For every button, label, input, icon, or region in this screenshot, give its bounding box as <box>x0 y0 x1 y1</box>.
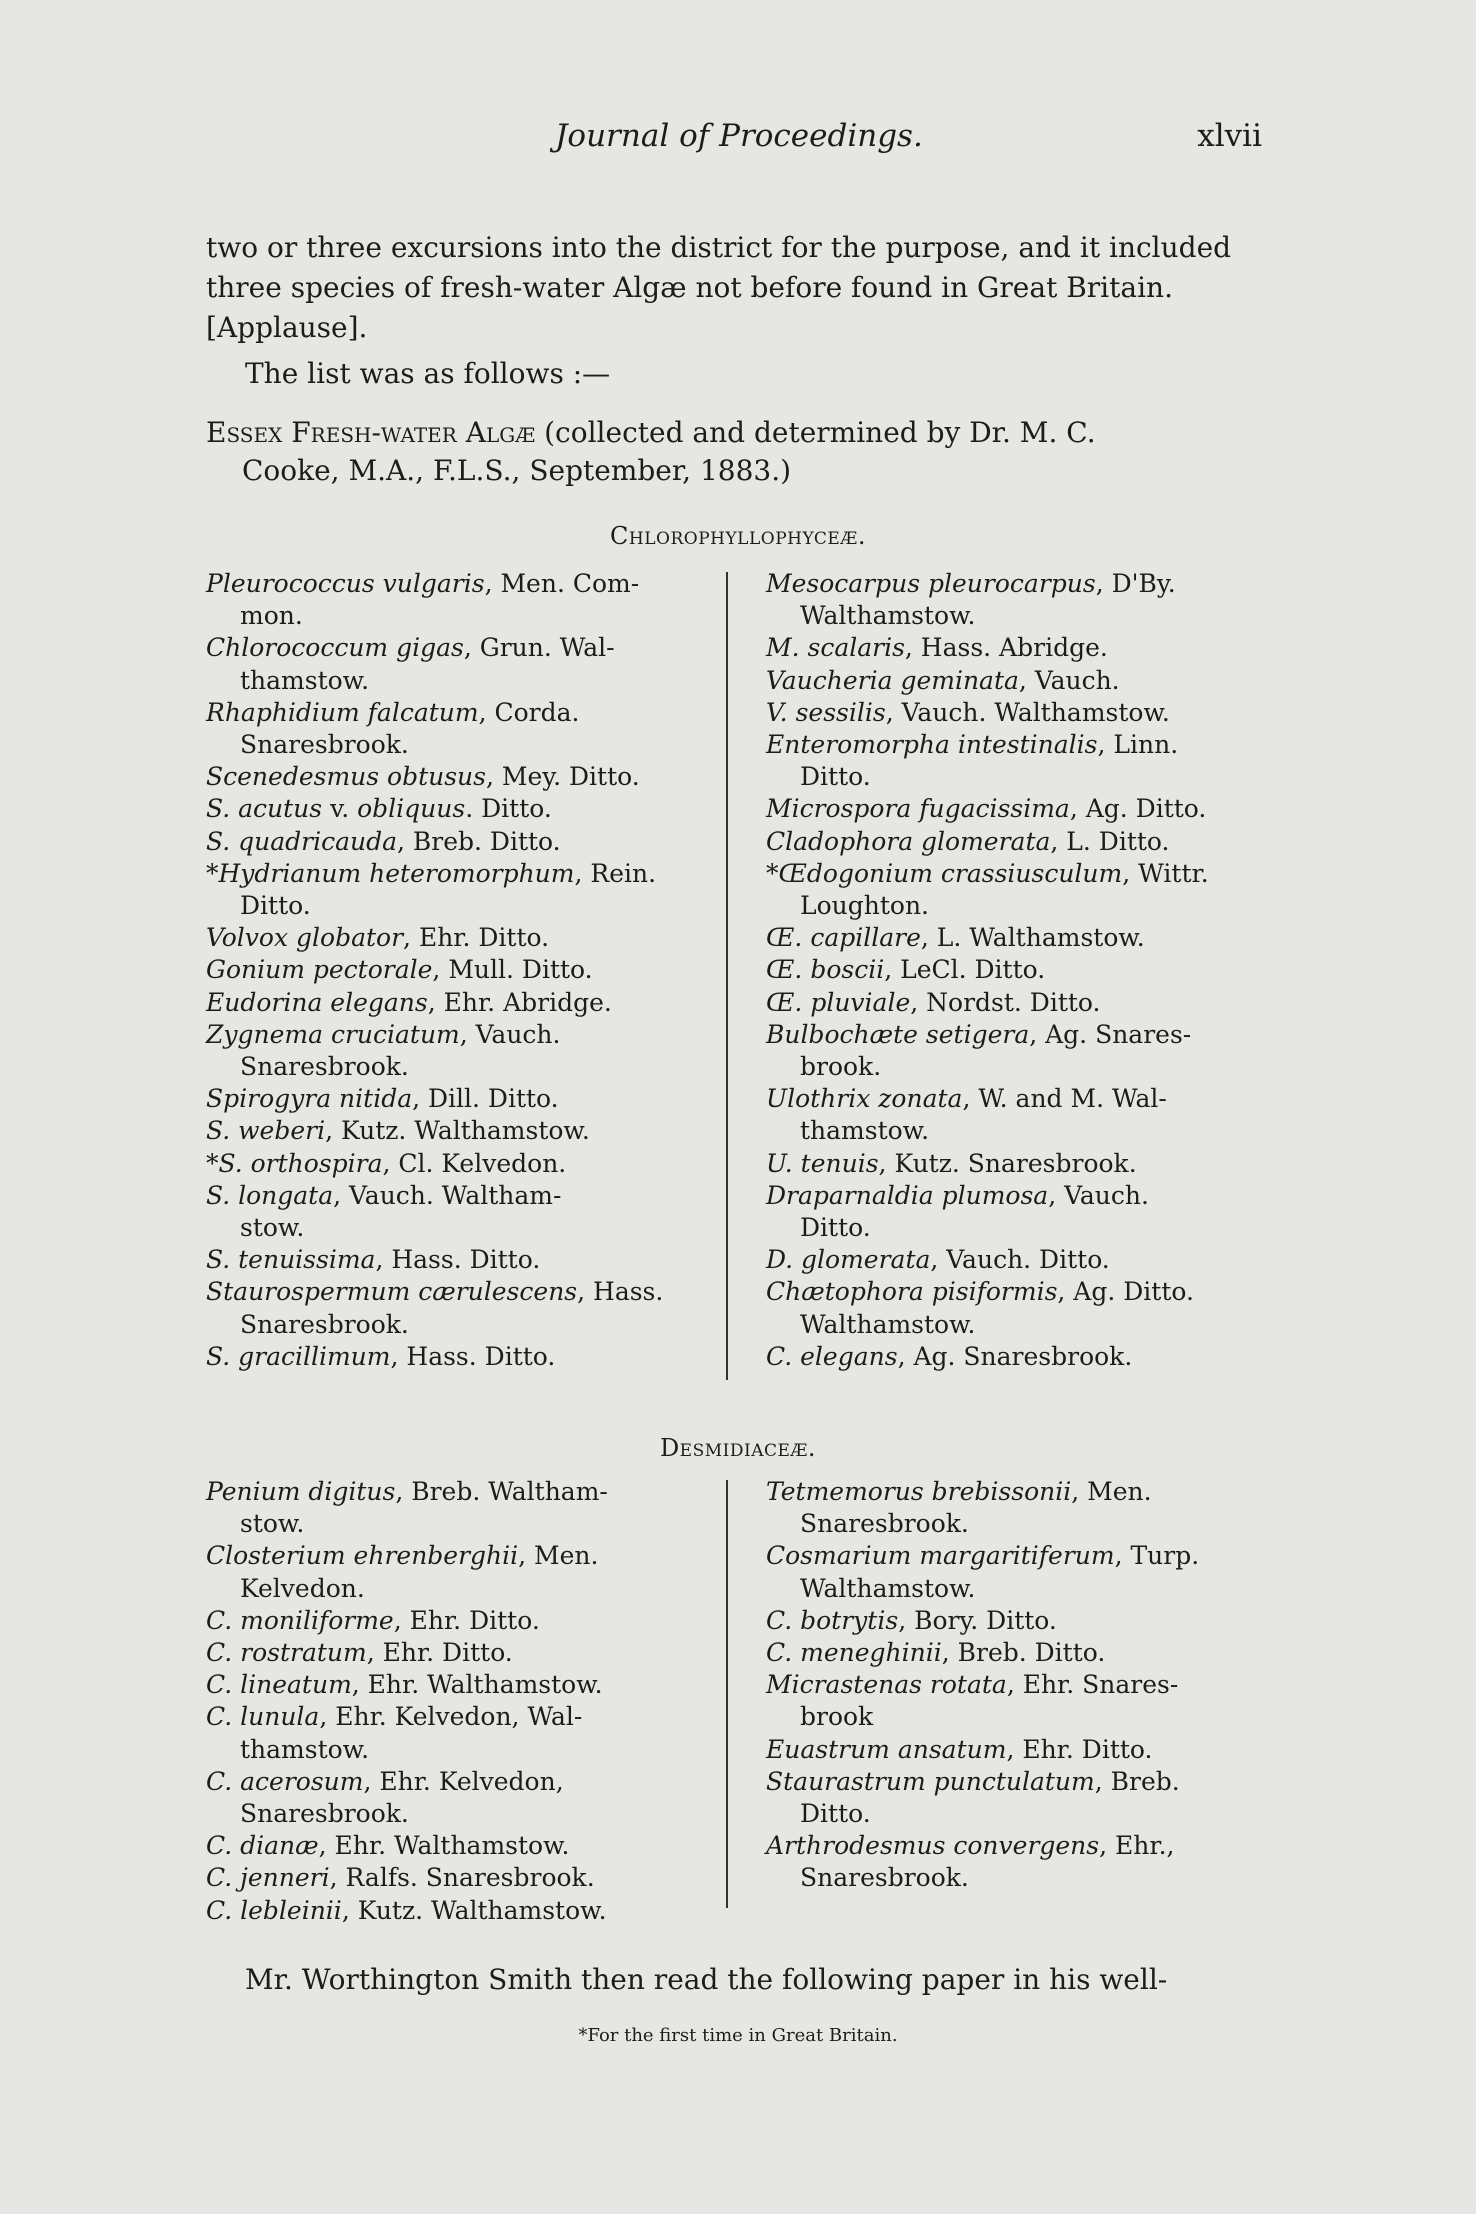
entry-continuation: Walthamstow. <box>800 1309 976 1339</box>
species-entry <box>206 826 691 858</box>
species-name: Volvox globator <box>206 923 404 953</box>
section-title-desmidiaceae: Desmidiaceæ. <box>659 1434 817 1462</box>
species-entry <box>766 1276 1260 1340</box>
species-name: D. glomerata <box>766 1245 931 1275</box>
species-entry <box>206 1637 691 1669</box>
species-authority: , Linn. <box>1097 730 1179 760</box>
species-name: Cladophora glomerata <box>766 826 1051 856</box>
species-name: C. lebleinii <box>206 1895 342 1925</box>
species-name: Eudorina elegans <box>206 987 428 1017</box>
species-name: Staurospermum cærulescens <box>206 1277 578 1307</box>
entry-continuation: Ditto. <box>240 891 311 921</box>
species-entry <box>206 1019 691 1083</box>
desmid-left-column <box>206 1476 691 1927</box>
species-entry <box>766 987 1260 1019</box>
essex-list-heading <box>206 414 1261 490</box>
species-authority: , LeCl. Ditto. <box>884 955 1046 985</box>
species-entry <box>206 1341 691 1373</box>
species-entry <box>766 793 1260 825</box>
species-name: Cosmarium margaritiferum <box>766 1541 1115 1571</box>
species-authority: , L. Walthamstow. <box>920 923 1145 953</box>
species-entry <box>206 1701 691 1765</box>
species-authority: , Men. Com- <box>484 569 640 598</box>
species-authority: , Vauch. Walthamstow. <box>885 697 1170 727</box>
species-name: Ulothrix zonata <box>766 1084 963 1114</box>
species-authority: , Breb. Waltham- <box>395 1477 608 1506</box>
species-authority: , Men. <box>1071 1477 1152 1506</box>
species-authority: , D'By. <box>1095 569 1176 598</box>
species-entry <box>766 1083 1260 1147</box>
species-authority: , Ehr. Ditto. <box>366 1638 513 1668</box>
species-entry <box>766 1180 1260 1244</box>
species-name: Œ. boscii <box>766 955 885 985</box>
species-name: Enteromorpha intestinalis <box>766 730 1098 760</box>
essex-heading-title: Essex Fresh-water Algæ <box>206 416 536 449</box>
species-entry <box>206 1605 691 1637</box>
species-entry <box>206 1244 691 1276</box>
species-entry <box>206 1276 691 1340</box>
species-entry <box>766 697 1260 729</box>
page-number: xlvii <box>1197 118 1262 154</box>
species-name: *Œdogonium crassiusculum <box>766 858 1123 888</box>
species-authority: , Ag. Snares- <box>1029 1019 1192 1049</box>
species-name: Arthrodesmus convergens <box>766 1831 1100 1861</box>
species-authority: , Kutz. Walthamstow. <box>325 1116 590 1146</box>
intro-line-3: [Applause]. <box>206 311 368 344</box>
species-authority: , Ehr. Abridge. <box>427 987 612 1017</box>
entry-continuation: Snaresbrook. <box>800 1863 969 1893</box>
species-entry <box>766 1540 1260 1604</box>
species-authority: , Hass. Abridge. <box>904 633 1108 663</box>
species-authority: , Wittr. <box>1122 858 1209 888</box>
species-entry <box>766 1637 1260 1669</box>
entry-continuation: stow. <box>240 1509 305 1539</box>
desmid-right-column <box>766 1476 1260 1895</box>
species-entry <box>766 1669 1260 1733</box>
species-authority: , Cl. Kelvedon. <box>382 1148 567 1178</box>
species-name: Chætophora pisiformis <box>766 1277 1058 1307</box>
species-authority: , Hass. <box>577 1277 664 1307</box>
species-name: V. sessilis <box>766 697 886 727</box>
species-name: Œ. capillare <box>766 923 921 953</box>
species-entry <box>206 1115 691 1147</box>
species-name: Closterium ehrenberghii <box>206 1541 519 1571</box>
species-name: C. elegans <box>766 1341 898 1371</box>
species-name: *S. orthospira <box>206 1148 383 1178</box>
species-authority: , Ehr. Walthamstow. <box>351 1670 603 1700</box>
species-entry <box>206 1180 691 1244</box>
species-authority: , Dill. Ditto. <box>412 1084 559 1114</box>
species-entry <box>766 632 1260 664</box>
species-authority: , Ehr., <box>1099 1831 1175 1861</box>
species-name: S. quadricauda <box>206 826 398 856</box>
species-entry <box>766 1019 1260 1083</box>
species-name: C. moniliforme <box>206 1605 394 1635</box>
species-name: Staurastrum punctulatum <box>766 1766 1095 1796</box>
footnote: *For the first time in Great Britain. <box>578 2025 898 2046</box>
species-entry <box>206 697 691 761</box>
species-name: C. rostratum <box>206 1638 367 1668</box>
species-name: Euastrum ansatum <box>766 1734 1007 1764</box>
entry-continuation: Loughton. <box>800 891 930 921</box>
species-authority: , Corda. <box>478 697 580 727</box>
list-intro: The list was as follows :— <box>245 357 611 390</box>
species-name: Micrastenas rotata <box>766 1670 1007 1700</box>
species-name: Microspora fugacissima <box>766 794 1070 824</box>
entry-continuation: Snaresbrook. <box>240 1052 409 1082</box>
species-name: Bulbochæte setigera <box>766 1019 1030 1049</box>
running-title: Journal of Proceedings. <box>555 118 923 154</box>
species-authority: , Vauch. <box>459 1019 561 1049</box>
entry-continuation: Ditto. <box>800 762 871 792</box>
chloro-right-column <box>766 568 1260 1373</box>
species-authority: , Breb. Ditto. <box>941 1638 1106 1668</box>
entry-continuation: thamstow. <box>240 665 370 695</box>
species-name: M. scalaris <box>766 633 905 663</box>
species-entry <box>766 858 1260 922</box>
species-entry <box>206 568 691 632</box>
closing-paragraph: Mr. Worthington Smith then read the following paper in his well- <box>245 1963 1168 1996</box>
species-authority: , Ehr. Kelvedon, <box>363 1766 564 1796</box>
species-entry <box>766 568 1260 632</box>
entry-continuation: Snaresbrook. <box>240 730 409 760</box>
species-authority: , Vauch. <box>1018 665 1120 695</box>
species-entry <box>206 761 691 793</box>
entry-continuation: mon. <box>240 601 303 631</box>
species-authority: , Ag. Snaresbrook. <box>897 1341 1133 1371</box>
species-entry <box>766 1476 1260 1540</box>
entry-continuation: Ditto. <box>800 1799 871 1829</box>
species-authority: , Ehr. Walthamstow. <box>318 1831 570 1861</box>
species-authority: , Ag. Ditto. <box>1069 794 1207 824</box>
species-entry <box>206 1895 691 1927</box>
species-entry <box>766 1734 1260 1766</box>
page-header <box>0 118 1476 168</box>
species-entry <box>206 1476 691 1540</box>
entry-continuation: thamstow. <box>240 1734 370 1764</box>
essex-heading-line2: Cooke, M.A., F.L.S., September, 1883.) <box>242 454 792 487</box>
species-authority: , Hass. Ditto. <box>390 1341 556 1371</box>
intro-line-2: three species of fresh-water Algæ not before found in Great Britain. <box>206 271 1173 304</box>
species-authority: , Kutz. Walthamstow. <box>341 1895 607 1925</box>
entry-continuation: Snaresbrook. <box>800 1509 969 1539</box>
species-entry <box>206 858 691 922</box>
species-name: C. botrytis <box>766 1605 899 1635</box>
species-name: Vaucheria geminata <box>766 665 1019 695</box>
species-authority: , Hass. Ditto. <box>375 1245 541 1275</box>
entry-continuation: Walthamstow. <box>800 1573 976 1603</box>
section-title-chlorophyllophyceae: Chlorophyllophyceæ. <box>610 522 866 550</box>
species-entry <box>206 1766 691 1830</box>
species-name: Zygnema cruciatum <box>206 1019 460 1049</box>
species-authority: , Ehr. Ditto. <box>393 1605 540 1635</box>
species-name: Rhaphidium falcatum <box>206 697 479 727</box>
species-name: Œ. pluviale <box>766 987 911 1017</box>
species-authority: , Ag. Ditto. <box>1057 1277 1194 1307</box>
species-entry <box>206 793 691 825</box>
species-entry <box>766 826 1260 858</box>
species-entry <box>766 1830 1260 1894</box>
species-authority: , W. and M. Wal- <box>962 1084 1167 1114</box>
chloro-left-column <box>206 568 691 1373</box>
species-authority: , Grun. Wal- <box>463 633 615 663</box>
column-divider <box>726 1480 728 1908</box>
species-authority: , Ehr. Ditto. <box>403 923 550 953</box>
species-entry <box>206 1148 691 1180</box>
species-entry <box>766 1148 1260 1180</box>
species-authority: , Ehr. Snares- <box>1006 1670 1179 1700</box>
species-entry <box>206 954 691 986</box>
species-name: S. acutus <box>206 794 323 824</box>
species-entry <box>206 1669 691 1701</box>
species-name: S. tenuissima <box>206 1245 376 1275</box>
species-authority: , Breb. Ditto. <box>397 826 561 856</box>
species-authority: , Ehr. Kelvedon, Wal- <box>319 1702 583 1732</box>
species-entry <box>766 1605 1260 1637</box>
intro-line-1: two or three excursions into the district for the purpose, and it included <box>206 231 1232 264</box>
species-name: Spirogyra nitida <box>206 1084 413 1114</box>
species-name: S. weberi <box>206 1116 326 1146</box>
species-entry <box>766 729 1260 793</box>
species-name: C. dianæ <box>206 1831 319 1861</box>
species-authority: , L. Ditto. <box>1050 826 1170 856</box>
species-authority: , Ehr. Ditto. <box>1006 1734 1153 1764</box>
species-entry <box>206 632 691 696</box>
species-entry <box>766 1244 1260 1276</box>
essex-heading-rest: (collected and determined by Dr. M. C. <box>535 416 1096 449</box>
species-entry <box>206 1540 691 1604</box>
species-entry <box>206 922 691 954</box>
species-entry <box>206 1830 691 1862</box>
column-divider <box>726 572 728 1380</box>
species-authority: v. <box>322 794 358 824</box>
species-entry <box>766 665 1260 697</box>
species-authority: , Rein. <box>574 858 657 888</box>
species-authority: , Breb. <box>1094 1766 1180 1796</box>
species-name: Chlorococcum gigas <box>206 633 464 663</box>
species-name: Tetmemorus brebissonii <box>766 1477 1072 1506</box>
species-name: S. longata <box>206 1180 334 1210</box>
species-authority: , Ralfs. Snaresbrook. <box>329 1863 595 1893</box>
species-entry <box>766 922 1260 954</box>
species-name: C. jenneri <box>206 1863 330 1893</box>
entry-continuation: Walthamstow. <box>800 601 976 631</box>
species-entry <box>766 1766 1260 1830</box>
species-entry <box>206 1862 691 1894</box>
entry-continuation: Snaresbrook. <box>240 1799 409 1829</box>
species-name: S. gracillimum <box>206 1341 391 1371</box>
entry-continuation: Kelvedon. <box>240 1573 365 1603</box>
species-name: U. tenuis <box>766 1148 879 1178</box>
species-authority: , Kutz. Snaresbrook. <box>878 1148 1137 1178</box>
entry-continuation: thamstow. <box>800 1116 930 1146</box>
species-authority: , Vauch. Waltham- <box>333 1180 562 1210</box>
species-name: *Hydrianum heteromorphum <box>206 858 575 888</box>
species-name: Scenedesmus obtusus <box>206 762 486 792</box>
species-authority: , Turp. <box>1114 1541 1200 1571</box>
species-name: Mesocarpus pleurocarpus <box>766 569 1096 598</box>
species-name: C. lineatum <box>206 1670 352 1700</box>
species-authority: , Bory. Ditto. <box>898 1605 1057 1635</box>
species-authority: , Vauch. Ditto. <box>930 1245 1110 1275</box>
entry-continuation: stow. <box>240 1213 305 1243</box>
species-name: C. acerosum <box>206 1766 364 1796</box>
species-name: Draparnaldia plumosa <box>766 1180 1049 1210</box>
species-authority: , Nordst. Ditto. <box>910 987 1101 1017</box>
entry-continuation: Snaresbrook. <box>240 1309 409 1339</box>
species-entry <box>206 987 691 1019</box>
species-authority: , Mull. Ditto. <box>432 955 593 985</box>
entry-continuation: brook. <box>800 1052 882 1082</box>
species-authority: , Vauch. <box>1048 1180 1149 1210</box>
species-variety: obliquus <box>357 794 466 824</box>
species-entry <box>766 1341 1260 1373</box>
species-name: Penium digitus <box>206 1477 396 1506</box>
entry-continuation: brook <box>800 1702 874 1732</box>
species-name: C. lunula <box>206 1702 320 1732</box>
species-entry <box>206 1083 691 1115</box>
species-name: Gonium pectorale <box>206 955 433 985</box>
species-authority: , Mey. Ditto. <box>486 762 640 792</box>
species-locality: . Ditto. <box>465 794 552 824</box>
species-name: C. meneghinii <box>766 1638 942 1668</box>
intro-paragraph <box>206 228 1261 348</box>
entry-continuation: Ditto. <box>800 1213 871 1243</box>
species-entry <box>766 954 1260 986</box>
species-authority: , Men. <box>518 1541 599 1571</box>
species-name: Pleurococcus vulgaris <box>206 569 485 598</box>
